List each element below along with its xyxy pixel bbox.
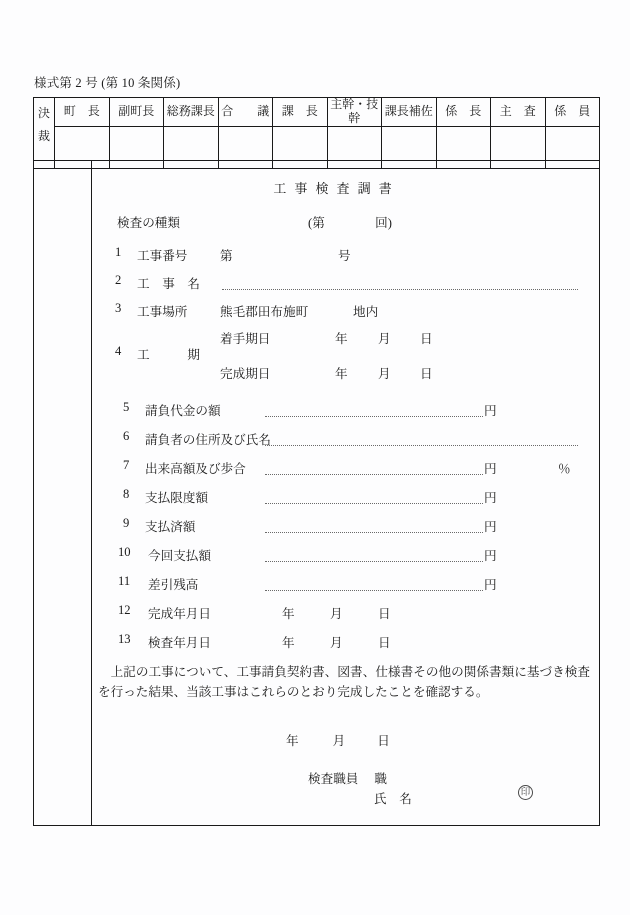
approval-col-header-9: 係 員 [545, 98, 600, 127]
item-10-label: 今回支払額 [148, 549, 211, 563]
approval-col-header-0: 町 長 [55, 98, 110, 127]
item-11-suffix: 円 [484, 578, 497, 592]
item-5-entry-line[interactable] [265, 415, 483, 417]
item-5-suffix: 円 [484, 404, 497, 418]
approval-col-header-3: 合 議 [218, 98, 273, 127]
item-12-label: 完成年月日 [148, 607, 211, 621]
approval-col-header-1: 副町長 [109, 98, 164, 127]
item-8-label: 支払限度額 [145, 491, 208, 505]
period-start-label: 着手期日 [220, 332, 271, 346]
document-title: 工事検査調書 [273, 181, 400, 196]
inspector-name-row [308, 788, 412, 807]
item-4-number: 4 [115, 344, 122, 358]
confirmation-statement: 上記の工事について、工事請負契約書、図書、仕様書その他の関係書類に基づき検査を行った結果、当該工事はこれらのとおり完成したことを確認する。 [98, 665, 590, 700]
item-9-number: 9 [123, 516, 130, 530]
item-7-percent-suffix: ％ [558, 462, 571, 476]
inspection-type-label: 検査の種類 [117, 216, 180, 230]
item-1-number: 1 [115, 245, 122, 259]
seal-icon: 印 [518, 785, 533, 800]
signature-date-month: 月 [332, 734, 346, 748]
document-content [90, 160, 595, 826]
period-end-year[interactable]: 年 [335, 367, 348, 381]
signature-date[interactable] [286, 730, 390, 749]
approval-header-row [34, 98, 600, 127]
form-number-caption: 様式第 2 号 (第 10 条関係) [34, 76, 181, 90]
item-3-label: 工事場所 [137, 305, 188, 319]
item-7-entry-line[interactable] [265, 473, 483, 475]
period-start-day[interactable]: 日 [420, 332, 433, 346]
approval-col-header-5: 主幹・技幹 [327, 98, 382, 127]
item-1-label: 工事番号 [137, 249, 188, 263]
kessai-label-bottom: 裁 [34, 126, 55, 169]
item-7-number: 7 [123, 458, 130, 472]
item-12-month[interactable]: 月 [330, 607, 343, 621]
item-12-year[interactable]: 年 [282, 607, 295, 621]
approval-table [33, 97, 600, 169]
item-12-number: 12 [118, 603, 131, 617]
item-13-label: 検査年月日 [148, 636, 211, 650]
item-5-number: 5 [123, 400, 130, 414]
approval-col-header-7: 係 長 [436, 98, 491, 127]
item-8-suffix: 円 [484, 491, 497, 505]
period-end-day[interactable]: 日 [420, 367, 433, 381]
period-end-label: 完成期日 [220, 367, 271, 381]
signature-date-year: 年 [286, 734, 299, 748]
item-7-label: 出来高額及び歩合 [145, 462, 246, 476]
period-start-month[interactable]: 月 [378, 332, 391, 346]
item-10-entry-line[interactable] [265, 560, 483, 562]
item-12-day[interactable]: 日 [378, 607, 391, 621]
item-3-number: 3 [115, 301, 122, 315]
item-5-label: 請負代金の額 [145, 404, 221, 418]
item-8-number: 8 [123, 487, 130, 501]
signature-date-day: 日 [377, 734, 390, 748]
item-1-value-prefix[interactable]: 第 [220, 249, 233, 263]
item-6-label: 請負者の住所及び氏名 [145, 433, 271, 447]
period-start-year[interactable]: 年 [335, 332, 348, 346]
item-11-entry-line[interactable] [265, 589, 483, 591]
item-13-year[interactable]: 年 [282, 636, 295, 650]
item-9-suffix: 円 [484, 520, 497, 534]
item-9-entry-line[interactable] [265, 531, 483, 533]
item-11-label: 差引残高 [148, 578, 199, 592]
approval-col-header-8: 主 査 [491, 98, 546, 127]
item-13-month[interactable]: 月 [330, 636, 343, 650]
inspector-post-label: 職 [374, 772, 387, 786]
item-2-label: 工 事 名 [137, 277, 200, 291]
item-6-number: 6 [123, 429, 130, 443]
approval-col-header-6: 課長補佐 [382, 98, 437, 127]
inspection-count-value[interactable]: (第 回) [308, 216, 392, 230]
item-11-number: 11 [118, 574, 131, 588]
approval-col-header-4: 課 長 [273, 98, 328, 127]
item-4-label: 工 期 [137, 348, 200, 362]
inspector-post-row [308, 768, 387, 787]
period-end-month[interactable]: 月 [378, 367, 391, 381]
item-2-number: 2 [115, 273, 122, 287]
inspector-name-label: 氏 名 [374, 792, 412, 806]
item-3-value: 熊毛郡田布施町 [220, 305, 309, 319]
item-8-entry-line[interactable] [265, 502, 483, 504]
item-13-day[interactable]: 日 [378, 636, 391, 650]
item-3-suffix: 地内 [353, 305, 379, 319]
item-7-suffix: 円 [484, 462, 497, 476]
item-10-number: 10 [118, 545, 131, 559]
item-2-entry-line[interactable] [222, 288, 578, 290]
item-1-suffix: 号 [338, 249, 351, 263]
approval-col-header-2: 総務課長 [164, 98, 219, 127]
inspector-label: 検査職員 [308, 772, 359, 786]
item-13-number: 13 [118, 632, 131, 646]
kessai-label-top: 決 [34, 98, 55, 127]
item-10-suffix: 円 [484, 549, 497, 563]
item-9-label: 支払済額 [145, 520, 196, 534]
item-6-entry-line[interactable] [265, 444, 578, 446]
